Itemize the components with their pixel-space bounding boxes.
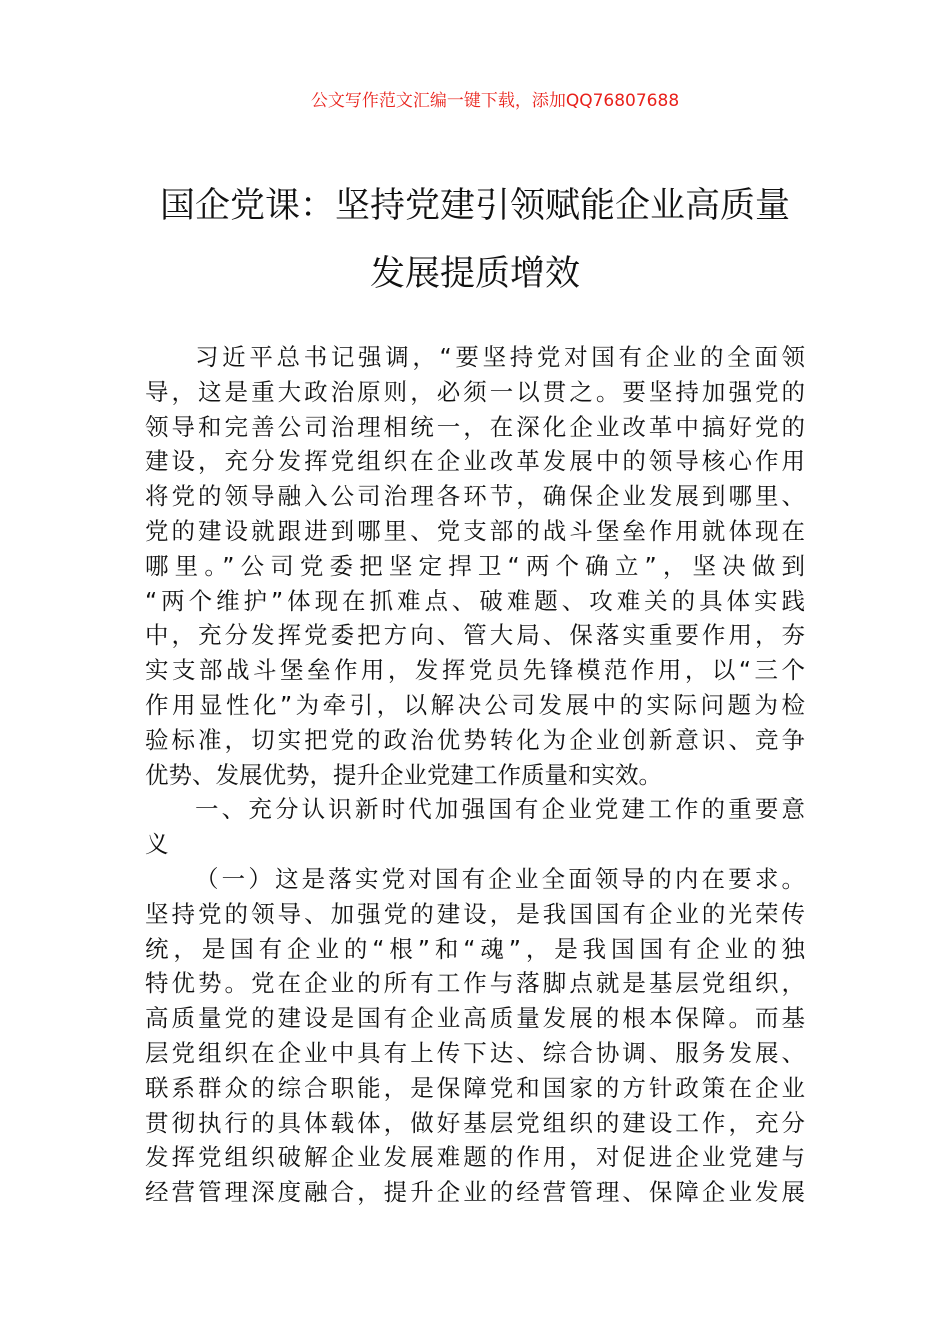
body-text-line: 实支部战斗堡垒作用，发挥党员先锋模范作用，以“三个 (145, 656, 805, 685)
body-text-line: 优势、发展优势，提升企业党建工作质量和实效。 (145, 760, 662, 789)
body-text-line: 联系群众的综合职能，是保障党和国家的方针政策在企业 (145, 1073, 805, 1102)
body-text-line: 习近平总书记强调，“要坚持党对国有企业的全面领 (195, 343, 805, 371)
document-title-line-2: 发展提质增效 (369, 254, 580, 294)
body-text-line: “两个维护”体现在抓难点、破难题、攻难关的具体实践 (145, 586, 805, 615)
body-text-line: 义 (145, 830, 169, 859)
body-text-line: 一、充分认识新时代加强国有企业党建工作的重要意 (195, 795, 805, 824)
body-text-line: 坚持党的领导、加强党的建设，是我国国有企业的光荣传 (145, 899, 805, 928)
body-text-line: 哪里。”公司党委把坚定捍卫“两个确立”，坚决做到 (145, 551, 805, 580)
body-text-line: 作用显性化”为牵引，以解决公司发展中的实际问题为检 (145, 690, 805, 719)
body-text-line: 党的建设就跟进到哪里、党支部的战斗堡垒作用就体现在 (145, 516, 805, 545)
download-banner: 公文写作范文汇编一键下载，添加QQ76807688 (310, 91, 680, 111)
body-text-line: 高质量党的建设是国有企业高质量发展的根本保障。而基 (145, 1004, 805, 1033)
body-text-line: 建设，充分发挥党组织在企业改革发展中的领导核心作用 (145, 447, 805, 476)
body-text-line: 发挥党组织破解企业发展难题的作用，对促进企业党建与 (145, 1143, 805, 1172)
body-text-line: 贯彻执行的具体载体，做好基层党组织的建设工作，充分 (145, 1108, 805, 1137)
body-text-line: 经营管理深度融合，提升企业的经营管理、保障企业发展 (145, 1178, 805, 1207)
body-text-line: 将党的领导融入公司治理各环节，确保企业发展到哪里、 (145, 482, 805, 511)
document-body (145, 340, 805, 1210)
body-text-line: 验标准，切实把党的政治优势转化为企业创新意识、竞争 (145, 725, 805, 754)
body-text-line: 中，充分发挥党委把方向、管大局、保落实重要作用，夯 (145, 621, 805, 650)
body-text-line: （一）这是落实党对国有企业全面领导的内在要求。 (195, 864, 805, 893)
document-title-line-1: 国企党课：坚持党建引领赋能企业高质量 (159, 186, 790, 226)
body-text-line: 特优势。党在企业的所有工作与落脚点就是基层党组织， (145, 969, 805, 998)
body-text-line: 导，这是重大政治原则，必须一以贯之。要坚持加强党的 (145, 377, 805, 406)
body-text-line: 领导和完善公司治理相统一，在深化企业改革中搞好党的 (145, 412, 805, 441)
body-text-line: 统，是国有企业的“根”和“魂”，是我国国有企业的独 (145, 934, 805, 963)
body-text-line: 层党组织在企业中具有上传下达、综合协调、服务发展、 (145, 1038, 805, 1067)
